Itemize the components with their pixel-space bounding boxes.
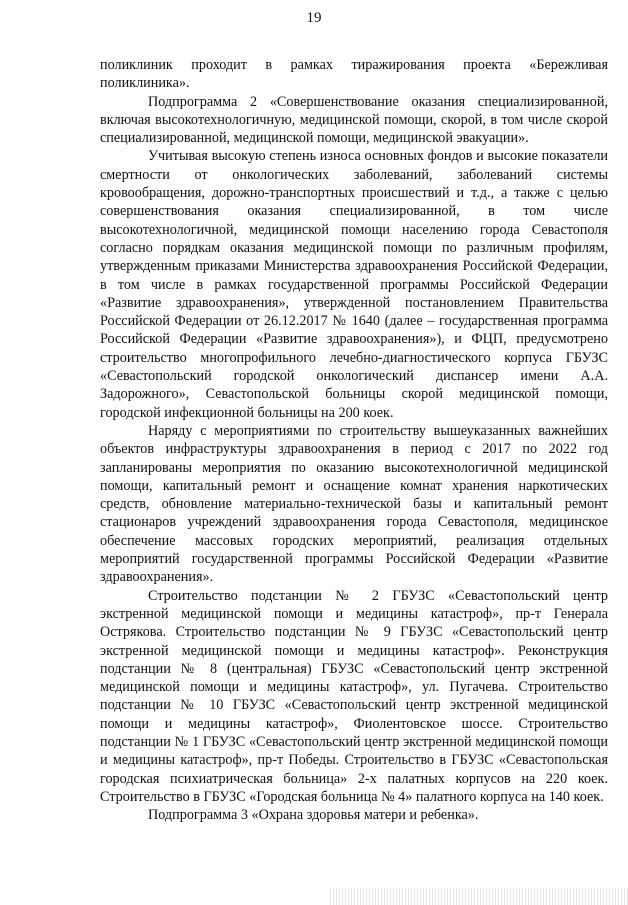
paragraph-subprogram-2: Подпрограмма 2 «Совершенствование оказания специализированной, включая высокотехнологичную, медицинской помощи, скорой, в том числе скорой специализированной, медицинской помощи, медицинской эвакуации». (100, 93, 608, 147)
page-number: 19 (306, 10, 322, 26)
paragraph-continuation: поликлиник проходит в рамках тиражирования проекта «Бережливая поликлиника». (100, 57, 608, 92)
scan-edge-artifact (330, 888, 628, 905)
paragraph-subprogram-3: Подпрограмма 3 «Охрана здоровья матери и ребенка». (148, 807, 479, 824)
paragraph-high-wear: Учитывая высокую степень износа основных фондов и высокие показатели смертности от онкологических заболеваний, заболеваний системы кровообращения, дорожно-транспортных происшествий и т.д., а также с целью совершенствования оказания специализированной, в том числе высокотехнологичной, медицинской помощи населению города Севастополя согласно порядкам оказания медицинской помощи по различным профилям, утвержденным приказами Министерства здравоохранения Российской Федерации, в том числе в рамках государственной программы Российской Федерации «Развитие здравоохранения», утвержденной постановлением Правительства Российской Федерации от 26.12.2017 № 1640 (далее – государственная программа Российской Федерации «Развитие здравоохранения»), и ФЦП, предусмотрено строительство многопрофильного лечебно-диагностического корпуса ГБУЗС «Севастопольский городской онкологический диспансер имени А.А. Задорожного», Севастопольской больницы скорой медицинской помощи, городской инфекционной больницы на 200 коек. (100, 148, 608, 421)
paragraph-planned-measures: Наряду с мероприятиями по строительству вышеуказанных важнейших объектов инфраструктуры здравоохранения в период с 2017 по 2022 год запланированы мероприятия по оказанию высокотехнологичной медицинской помощи, капитальный ремонт и оснащение комнат хранения наркотических средств, обновление материально-технической базы и капитальный ремонт стационаров учреждений здравоохранения города Севастополя, медицинское обеспечение массовых городских мероприятий, реализация отдельных мероприятий государственной программы Российской Федерации «Развитие здравоохранения». (100, 422, 608, 586)
paragraph-substations: Строительство подстанции № 2 ГБУЗС «Севастопольский центр экстренной медицинской помощи и медицины катастроф», пр-т Генерала Острякова. Строительство подстанции № 9 ГБУЗС «Севастопольский центр экстренной медицинской помощи и медицины катастроф». Реконструкция подстанции № 8 (центральная) ГБУЗС «Севастопольский центр экстренной медицинской помощи и медицины катастроф», ул. Пугачева. Строительство подстанции № 10 ГБУЗС «Севастопольский центр экстренной медицинской помощи и медицины катастроф», Фиолентовское шоссе. Строительство подстанции № 1 ГБУЗС «Севастопольский центр экстренной медицинской помощи и медицины катастроф», пр-т Победы. Строительство в ГБУЗС «Севастопольская городская психиатрическая больница» 2-х палатных корпусов на 220 коек. Строительство в ГБУЗС «Городская больница № 4» палатного корпуса на 140 коек. (100, 587, 608, 805)
document-body (100, 56, 608, 824)
